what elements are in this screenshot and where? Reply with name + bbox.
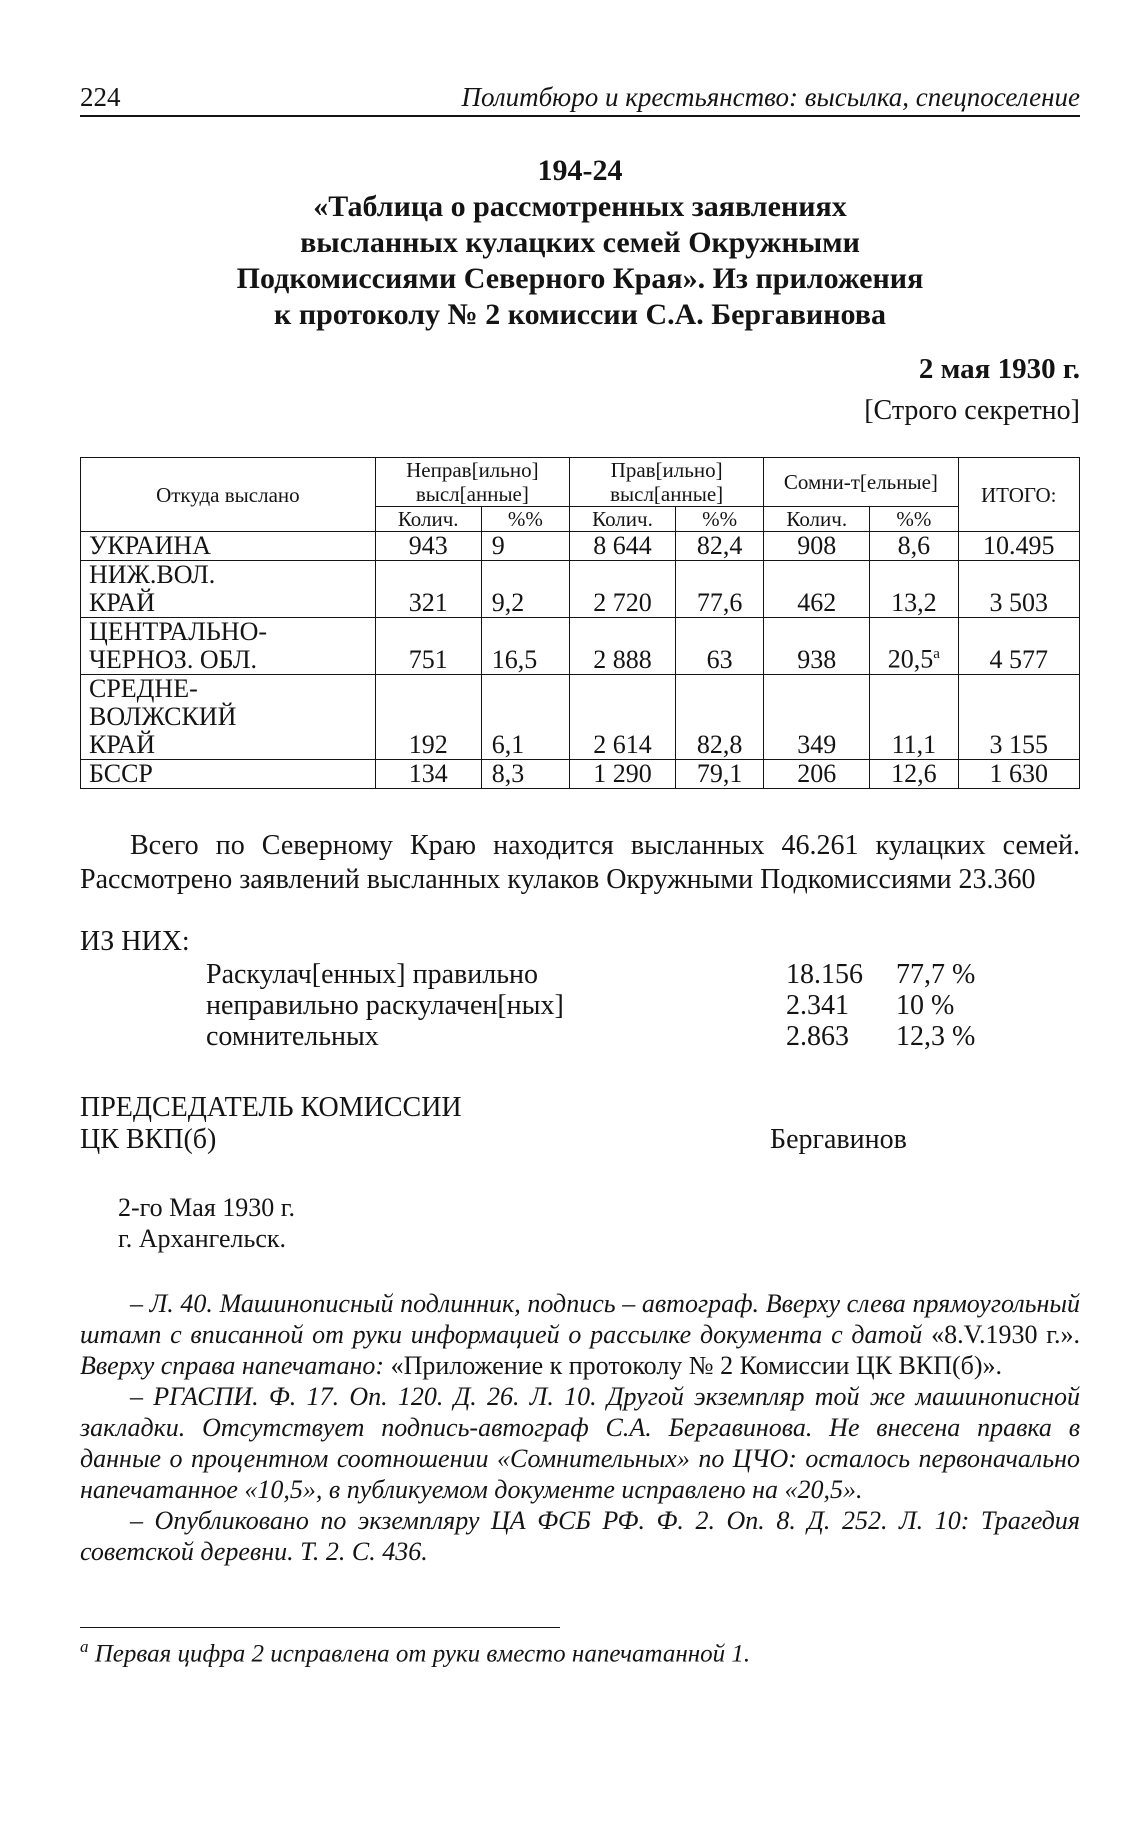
right-percent: 77,6 [675, 561, 763, 618]
doubtful-count: 462 [764, 561, 870, 618]
breakdown-count: 18.156 [786, 959, 863, 990]
header-total: ИТОГО: [958, 458, 1079, 532]
note-quote: «Приложение к протоколу № 2 Комиссии ЦК ВКП(б)». [390, 1351, 1003, 1380]
doubtful-percent: 13,2 [870, 561, 958, 618]
right-count: 2 888 [569, 618, 675, 675]
signatory-title [80, 1092, 1080, 1156]
doubtful-count: 908 [764, 532, 870, 561]
row-total: 3 503 [958, 561, 1079, 618]
region-name: КРАЙ [89, 588, 156, 617]
running-title: Политбюро и крестьянство: высылка, спецпоселение [461, 82, 1080, 112]
date-place [118, 1192, 1080, 1254]
signatory-name: Бергавинов [770, 1124, 907, 1155]
archival-note: – РГАСПИ. Ф. 17. Оп. 120. Д. 26. Л. 10. Другой экземпляр той же машинописной закладки. Отсутствует подпись-автограф С.А. Бергавинова. Не внесена правка в данные о процентном соотношении «Сомнительных» по ЦЧО: осталось первоначально напечатанное «10,5», в публикуемом документе исправлено на «20,5». [80, 1382, 1080, 1504]
page-number: 224 [80, 82, 121, 112]
right-percent: 63 [675, 618, 763, 675]
title-line: к протоколу № 2 комиссии С.А. Бергавинова [274, 298, 886, 331]
breakdown-table [206, 959, 975, 1052]
row-total: 1 630 [958, 760, 1079, 789]
applications-table [80, 457, 1080, 789]
doubtful-count: 349 [764, 675, 870, 760]
region-name: СРЕДНЕ- [89, 674, 198, 703]
signature-date: 2-го Мая 1930 г. [118, 1193, 296, 1222]
running-header [80, 82, 1080, 117]
header-doubtful: Сомни-т[ельные] [764, 458, 958, 507]
signature-place: г. Архангельск. [118, 1224, 286, 1253]
wrong-count: 192 [375, 675, 481, 760]
row-total: 4 577 [958, 618, 1079, 675]
right-count: 8 644 [569, 532, 675, 561]
note-text: Вверху справа напечатано: [80, 1351, 391, 1380]
header-region: Откуда выслано [81, 458, 376, 532]
footnote-marker: а [80, 1637, 89, 1656]
table-row [81, 675, 1080, 760]
header-right: Прав[ильно] высл[анные] [569, 458, 763, 507]
right-count: 2 720 [569, 561, 675, 618]
header-wrong: Неправ[ильно] высл[анные] [375, 458, 569, 507]
doubtful-count: 206 [764, 760, 870, 789]
region-cell [81, 760, 376, 789]
region-name: КРАЙ [89, 730, 156, 759]
row-total: 3 155 [958, 675, 1079, 760]
right-count: 1 290 [569, 760, 675, 789]
wrong-percent: 8,3 [481, 760, 569, 789]
signature-block [80, 1092, 1080, 1162]
breakdown-count: 2.341 [786, 990, 849, 1021]
document-page [80, 82, 1080, 1669]
breakdown-label: Раскулач[енных] правильно [206, 959, 538, 990]
header-count: Колич. [375, 507, 481, 532]
doubtful-percent: 20,5 [887, 645, 934, 674]
title-line: «Таблица о рассмотренных заявлениях [313, 190, 847, 223]
breakdown-percent: 10 % [896, 990, 955, 1021]
wrong-percent: 16,5 [481, 618, 569, 675]
breakdown-percent: 12,3 % [896, 1021, 976, 1052]
right-percent: 82,4 [675, 532, 763, 561]
region-cell [81, 561, 376, 618]
classification-stamp: [Строго секретно] [864, 395, 1080, 426]
header-count: Колич. [764, 507, 870, 532]
note-quote: «8.V.1930 г.». [931, 1320, 1080, 1349]
region-cell [81, 532, 376, 561]
table-row [81, 561, 1080, 618]
doubtful-percent-cell [870, 618, 958, 675]
region-cell [81, 618, 376, 675]
signatory-title-line: ЦК ВКП(б) [80, 1124, 217, 1155]
breakdown-label: неправильно раскулачен[ных] [206, 990, 564, 1021]
breakdown-row [206, 1021, 975, 1052]
title-line: Подкомиссиями Северного Края». Из приложения [236, 262, 924, 295]
breakdown-percent: 77,7 % [896, 959, 976, 990]
wrong-count: 134 [375, 760, 481, 789]
doubtful-count: 938 [764, 618, 870, 675]
footnote [80, 1632, 1080, 1669]
row-total: 10.495 [958, 532, 1079, 561]
header-percent: %% [481, 507, 569, 532]
region-name: ВОЛЖСКИЙ [89, 702, 237, 731]
table-row [81, 618, 1080, 675]
archival-note [80, 1288, 1080, 1381]
breakdown-label: сомнительных [206, 1021, 379, 1052]
header-percent: %% [675, 507, 763, 532]
header-count: Колич. [569, 507, 675, 532]
region-name: НИЖ.ВОЛ. [89, 560, 216, 589]
footnote-text: Первая цифра 2 исправлена от руки вместо напечатанной 1. [94, 1640, 751, 1668]
document-title [110, 189, 1050, 333]
wrong-percent: 6,1 [481, 675, 569, 760]
footnote-marker: а [933, 646, 940, 663]
summary-paragraph: Всего по Северному Краю находится высланных 46.261 кулацких семей. Рассмотрено заявлений высланных кулаков Окружными Подкомиссиями 23.360 [80, 830, 1080, 895]
wrong-percent: 9 [481, 532, 569, 561]
doubtful-percent: 12,6 [870, 760, 958, 789]
wrong-count: 321 [375, 561, 481, 618]
breakdown-row [206, 990, 975, 1021]
right-percent: 79,1 [675, 760, 763, 789]
document-number: 194-24 [537, 154, 623, 187]
table-row [81, 760, 1080, 789]
header-percent: %% [870, 507, 958, 532]
wrong-percent: 9,2 [481, 561, 569, 618]
table-row [81, 532, 1080, 561]
doubtful-percent: 11,1 [870, 675, 958, 760]
right-count: 2 614 [569, 675, 675, 760]
region-name: БССР [89, 759, 153, 788]
region-cell [81, 675, 376, 760]
footnote-divider [80, 1627, 560, 1628]
wrong-count: 943 [375, 532, 481, 561]
note-text: – Л. 40. Машинописный подлинник, подпись – автограф. Вверху слева прямоугольный штамп с вписанной от руки информацией о рассылке документа с датой [80, 1289, 1080, 1349]
of-them-label: ИЗ НИХ: [80, 926, 190, 957]
wrong-count: 751 [375, 618, 481, 675]
title-line: высланных кулацких семей Окружными [300, 226, 860, 259]
region-name: ЧЕРНОЗ. ОБЛ. [89, 645, 258, 674]
region-name: ЦЕНТРАЛЬНО- [89, 617, 268, 646]
document-date: 2 мая 1930 г. [918, 353, 1080, 385]
doubtful-percent: 8,6 [870, 532, 958, 561]
signatory-title-line: ПРЕДСЕДАТЕЛЬ КОМИССИИ [80, 1092, 462, 1123]
breakdown-count: 2.863 [786, 1021, 849, 1052]
region-name: УКРАИНА [89, 531, 211, 560]
archival-note: – Опубликовано по экземпляру ЦА ФСБ РФ. Ф. 2. Оп. 8. Д. 252. Л. 10: Трагедия советской деревни. Т. 2. С. 436. [80, 1506, 1080, 1566]
breakdown-row [206, 959, 975, 990]
archival-notes [80, 1288, 1080, 1567]
right-percent: 82,8 [675, 675, 763, 760]
